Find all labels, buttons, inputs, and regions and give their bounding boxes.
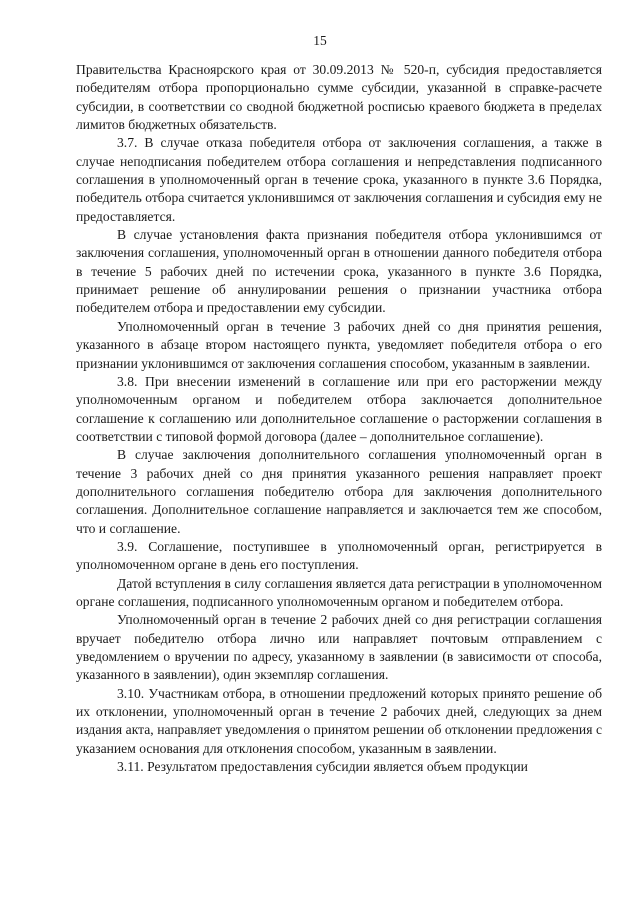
paragraph-3-9-delivery: Уполномоченный орган в течение 2 рабочих дней со дня регистрации соглашения вручает победителю отбора лично или направляет почтовым отправлением с уведомлением о вручении по адресу, указанному в заявлении (в зависимости от способа, указанного в заявлении), один экземпляр соглашения. [76, 612, 602, 683]
paragraph-3-7-notification: Уполномоченный орган в течение 3 рабочих дней со дня принятия решения, указанного в абзаце втором настоящего пункта, уведомляет победителя отбора о его признании уклонившимся от заключения соглашения способом, указанным в заявлении. [76, 318, 602, 371]
page-number: 15 [313, 33, 327, 48]
paragraph-3-8: 3.8. При внесении изменений в соглашение или при его расторжении между уполномоченным органом и победителем отбора заключается дополнительное соглашение к соглашению или дополнительное соглашение о расторжении соглашения в соответствии с типовой формой договора (далее – дополнительное соглашение). [76, 373, 602, 444]
document-body [76, 61, 602, 776]
paragraph-3-7: 3.7. В случае отказа победителя отбора от заключения соглашения, а также в случае неподписания победителем отбора соглашения и непредставления подписанного соглашения в уполномоченный орган в течение срока, указанного в пункте 3.6 Порядка, победитель отбора считается уклонившимся от заключения соглашения и субсидия ему не предоставляется. [76, 135, 602, 224]
paragraph-continuation: Правительства Красноярского края от 30.09.2013 № 520-п, субсидия предоставляется победителям отбора пропорционально сумме субсидии, указанной в справке-расчете субсидии, в соответствии со сводной бюджетной росписью краевого бюджета в пределах лимитов бюджетных обязательств. [76, 62, 602, 133]
paragraph-3-8-additional-agreement: В случае заключения дополнительного соглашения уполномоченный орган в течение 3 рабочих дней со дня принятия указанного решения направляет проект дополнительного соглашения победителю отбора для заключения дополнительного соглашения. Дополнительное соглашение направляется и заключается тем же способом, что и соглашение. [76, 447, 602, 536]
paragraph-3-9-effective-date: Датой вступления в силу соглашения является дата регистрации в уполномоченном органе соглашения, подписанного уполномоченным органом и победителем отбора. [76, 575, 602, 609]
paragraph-3-9: 3.9. Соглашение, поступившее в уполномоченный орган, регистрируется в уполномоченном органе в день его поступления. [76, 538, 602, 573]
paragraph-3-11: 3.11. Результатом предоставления субсидии является объем продукции [117, 759, 528, 775]
paragraph-3-7-refusal-annulment: В случае установления факта признания победителя отбора уклонившимся от заключения соглашения, уполномоченный орган в отношении данного победителя отбора в течение 5 рабочих дней по истечении срока, указанного в пункте 3.6 Порядка, принимает решение об аннулировании решения о признании участника отбора победителем отбора и предоставлении ему субсидии. [76, 227, 602, 316]
paragraph-3-10: 3.10. Участникам отбора, в отношении предложений которых принято решение об их отклонении, уполномоченный орган в течение 2 рабочих дней, следующих за днем издания акта, направляет уведомления о принятом решении об отклонении предложения с указанием основания для отклонения способом, указанным в заявлении. [76, 685, 602, 756]
